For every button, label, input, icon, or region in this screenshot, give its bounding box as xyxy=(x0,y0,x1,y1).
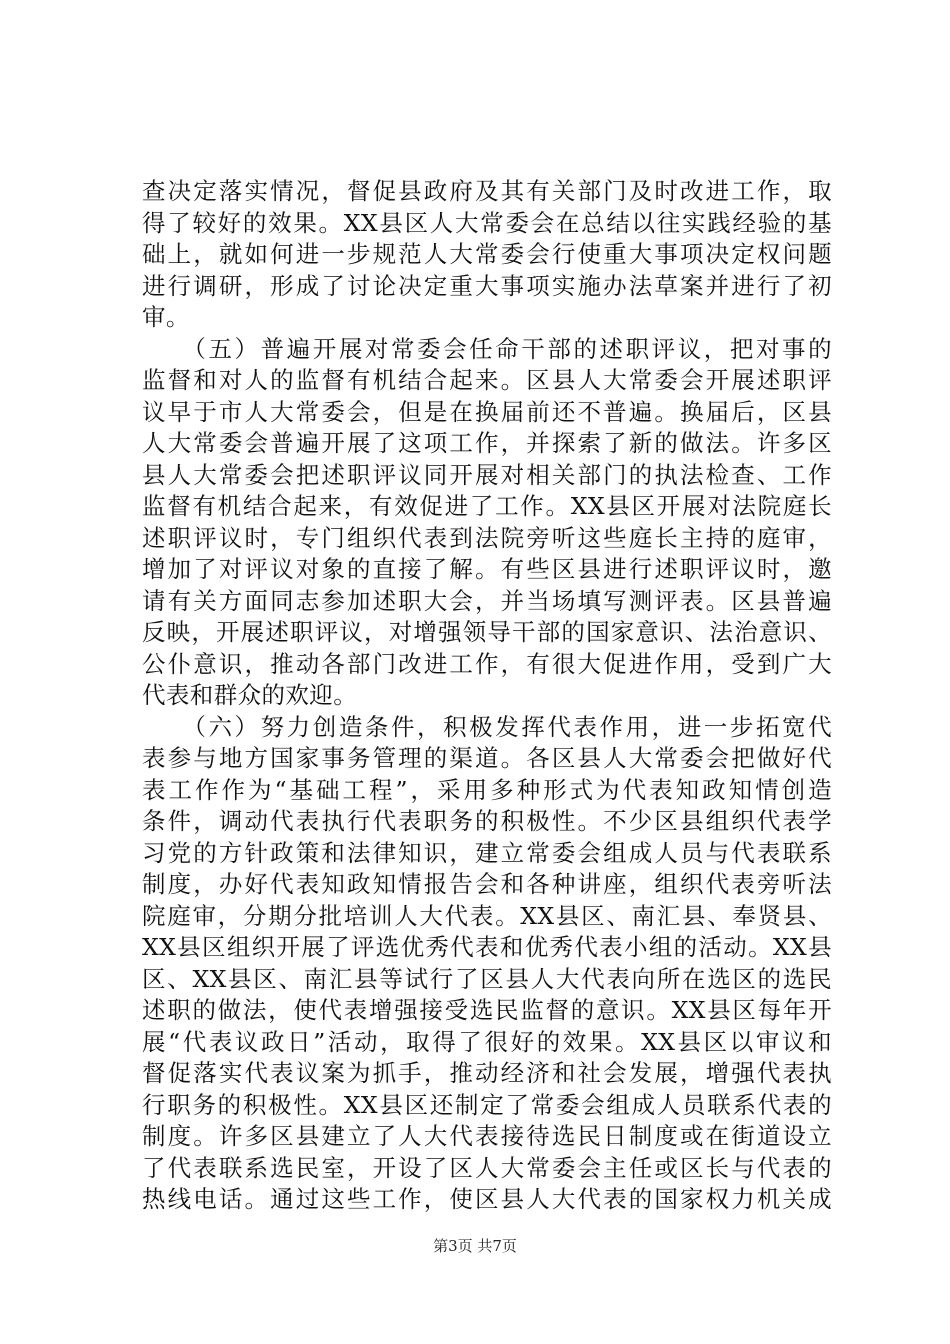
text-line: 增加了对评议对象的直接了解。有些区县进行述职评议时，邀 xyxy=(142,555,832,583)
text-line: 述职的做法，使代表增强接受选民监督的意识。XX县区每年开 xyxy=(142,996,832,1024)
page-footer: 第3页 共7页 xyxy=(433,1237,517,1255)
text-line: 公仆意识，推动各部门改进工作，有很大促进作用，受到广大 xyxy=(142,649,832,678)
text-line: 反映，开展述职评议，对增强领导干部的国家意识、法治意识、 xyxy=(142,618,832,646)
text-line: 习党的方针政策和法律知识，建立常委会组成人员与代表联系 xyxy=(142,838,832,867)
document-body xyxy=(142,176,832,1216)
text-line: 展“代表议政日”活动，取得了很好的效果。XX县区以审议和 xyxy=(142,1027,832,1056)
text-line: 础上，就如何进一步规范人大常委会行使重大事项决定权问题 xyxy=(142,240,832,268)
text-line: 监督有机结合起来，有效促进了工作。XX县区开展对法院庭长 xyxy=(142,492,832,520)
text-line: 热线电话。通过这些工作，使区县人大代表的国家权力机关成 xyxy=(142,1185,832,1213)
text-line: XX县区组织开展了评选优秀代表和优秀代表小组的活动。XX县 xyxy=(142,933,832,961)
text-line: 表参与地方国家事务管理的渠道。各区县人大常委会把做好代 xyxy=(142,744,832,772)
text-line: 请有关方面同志参加述职大会，并当场填写测评表。区县普遍 xyxy=(142,586,832,615)
text-line: 制度。许多区县建立了人大代表接待选民日制度或在街道设立 xyxy=(142,1122,832,1150)
text-line: （六）努力创造条件，积极发挥代表作用，进一步拓宽代 xyxy=(142,712,832,741)
text-line: 查决定落实情况，督促县政府及其有关部门及时改进工作，取 xyxy=(142,177,832,205)
text-line: 进行调研，形成了讨论决定重大事项实施办法草案并进行了初 xyxy=(142,271,832,300)
text-line: 条件，调动代表执行代表职务的积极性。不少区县组织代表学 xyxy=(142,807,832,835)
text-line: 监督和对人的监督有机结合起来。区县人大常委会开展述职评 xyxy=(142,366,832,394)
text-line: 了代表联系选民室，开设了区人大常委会主任或区长与代表的 xyxy=(142,1153,832,1182)
text-line: 代表和群众的欢迎。 xyxy=(142,681,358,709)
text-line: 得了较好的效果。XX县区人大常委会在总结以往实践经验的基 xyxy=(142,208,832,237)
text-line: 议早于市人大常委会，但是在换届前还不普遍。换届后，区县 xyxy=(142,397,832,426)
text-line: 县人大常委会把述职评议同开展对相关部门的执法检查、工作 xyxy=(142,460,832,489)
text-line: 制度，办好代表知政知情报告会和各种讲座，组织代表旁听法 xyxy=(142,870,832,898)
text-line: 行职务的积极性。XX县区还制定了常委会组成人员联系代表的 xyxy=(142,1090,832,1119)
text-line: 督促落实代表议案为抓手，推动经济和社会发展，增强代表执 xyxy=(142,1059,832,1087)
text-line: 表工作作为“基础工程”，采用多种形式为代表知政知情创造 xyxy=(142,775,832,804)
text-line: 院庭审，分期分批培训人大代表。XX县区、南汇县、奉贤县、 xyxy=(142,901,832,930)
text-line: 审。 xyxy=(142,303,190,331)
text-line: 人大常委会普遍开展了这项工作，并探索了新的做法。许多区 xyxy=(142,429,832,457)
text-line: 区、XX县区、南汇县等试行了区县人大代表向所在选区的选民 xyxy=(142,964,832,993)
text-line: 述职评议时，专门组织代表到法院旁听这些庭长主持的庭审， xyxy=(142,523,832,552)
text-line: （五）普遍开展对常委会任命干部的述职评议，把对事的 xyxy=(142,334,832,363)
